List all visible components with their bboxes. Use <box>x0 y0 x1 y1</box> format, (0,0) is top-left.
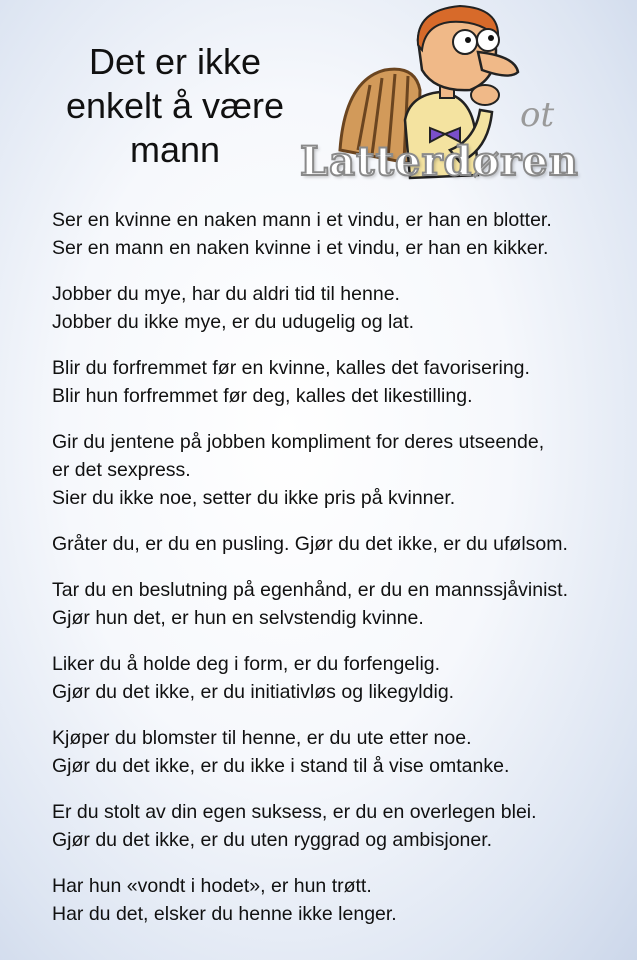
title-line-2: enkelt å være <box>65 85 285 126</box>
text-line: Jobber du ikke mye, er du udugelig og lat. <box>52 311 415 333</box>
site-logo: Latterdøren <box>300 138 579 185</box>
eye-right <box>477 29 499 51</box>
title-line-1: Det er ikke <box>88 41 262 82</box>
text-line: Blir du forfremmet før en kvinne, kalles det favorisering. <box>52 357 530 379</box>
paragraph <box>52 428 622 512</box>
eye-left <box>453 30 477 54</box>
text-line: Tar du en beslutning på egenhånd, er du en mannssjåvinist. <box>52 579 569 601</box>
title-line-3: mann <box>129 129 221 170</box>
text-line: Har du det, elsker du henne ikke lenger. <box>52 903 397 925</box>
logo-small-mark: ot <box>520 95 555 135</box>
paragraph <box>52 530 622 558</box>
text-line: Ser en kvinne en naken mann i et vindu, er han en blotter. <box>52 209 552 231</box>
text-line: Gjør du det ikke, er du ikke i stand til å vise omtanke. <box>52 755 510 777</box>
paragraph <box>52 206 622 262</box>
text-line: Har hun «vondt i hodet», er hun trøtt. <box>52 875 372 897</box>
text-line: Er du stolt av din egen suksess, er du en overlegen blei. <box>52 801 537 823</box>
text-body <box>52 206 622 946</box>
text-line: Liker du å holde deg i form, er du forfengelig. <box>52 653 441 675</box>
paragraph <box>52 650 622 706</box>
paragraph <box>52 724 622 780</box>
text-line: Jobber du mye, har du aldri tid til henne. <box>52 283 400 305</box>
text-line: Gråter du, er du en pusling. Gjør du det ikke, er du ufølsom. <box>52 533 568 555</box>
text-line: Ser en mann en naken kvinne i et vindu, er han en kikker. <box>52 237 549 259</box>
paragraph <box>52 872 622 928</box>
paragraph <box>52 576 622 632</box>
page-title <box>30 40 320 172</box>
text-line: Gjør du det ikke, er du uten ryggrad og ambisjoner. <box>52 829 493 851</box>
hand <box>471 85 499 105</box>
text-line: Kjøper du blomster til henne, er du ute etter noe. <box>52 727 472 749</box>
text-line: er det sexpress. <box>52 459 191 481</box>
paragraph <box>52 798 622 854</box>
paragraph <box>52 280 622 336</box>
text-line: Gir du jentene på jobben kompliment for deres utseende, <box>52 431 545 453</box>
text-line: Blir hun forfremmet før deg, kalles det likestilling. <box>52 385 473 407</box>
text-line: Gjør du det ikke, er du initiativløs og likegyldig. <box>52 681 455 703</box>
text-line: Gjør hun det, er hun en selvstendig kvinne. <box>52 607 424 629</box>
paragraph <box>52 354 622 410</box>
text-line: Sier du ikke noe, setter du ikke pris på kvinner. <box>52 487 456 509</box>
